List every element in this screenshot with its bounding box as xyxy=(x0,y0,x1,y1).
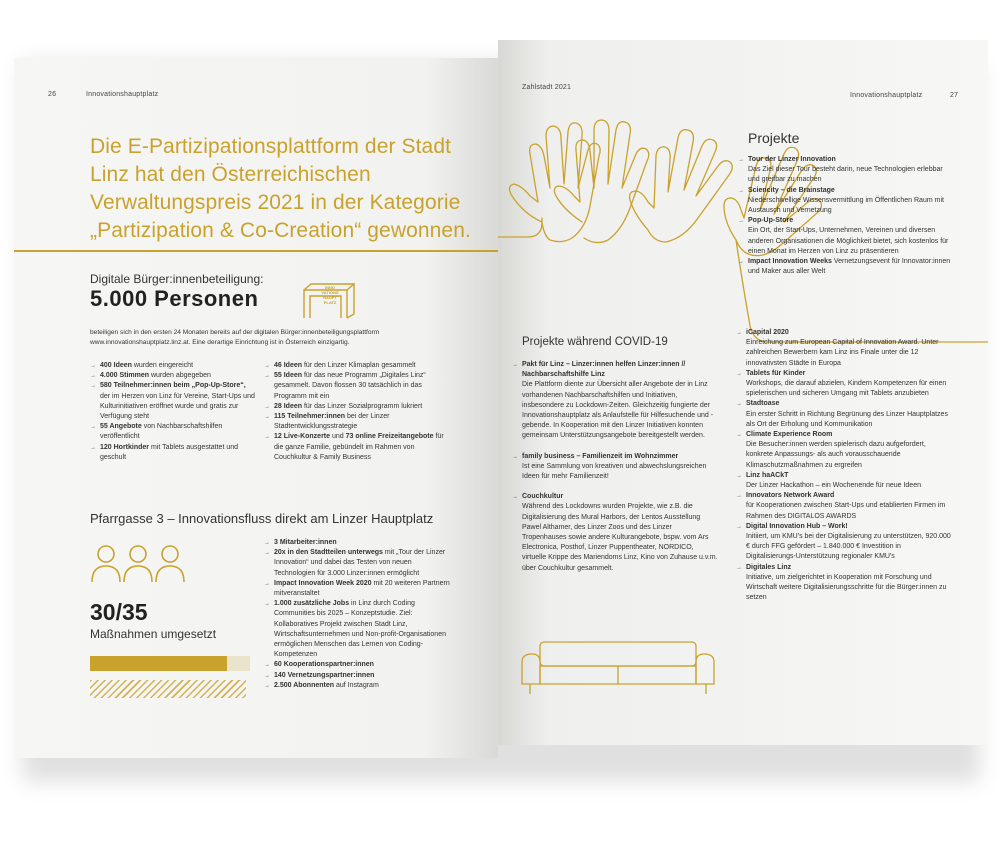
more-projects-list xyxy=(736,328,952,603)
list-item: → 580 Teilnehmer:innen beim „Pop-Up-Store“, der im Herzen von Linz für Vereine, Start-Ups und Kulturinitiativen eröffnet wurde und gratis zur Verfügung steht xyxy=(90,381,256,422)
ratio-value: 30/35 xyxy=(90,599,148,625)
list-item: → Sciencity – die Brainstage Niederschwellige Wissensvermittlung im Öffentlichen Raum mit Austausch und Vernetzung xyxy=(738,186,952,217)
pfarrgasse-list xyxy=(264,538,450,691)
header-right-left: Zahlstadt 2021 xyxy=(522,84,572,91)
list-item: → Digital Innovation Hub – Work! Initiiert, um KMU's bei der Digitalisierung zu unterstützen, 920.000 € durch FFG gefördert – 1.840.000 € Investition in Digitalisierungs-Unterstützung regionaler KMU's xyxy=(736,522,952,563)
list-item: → 55 Angebote von Nachbarschaftshilfen veröffentlicht xyxy=(90,422,256,442)
page-number-left: 26 xyxy=(48,91,57,98)
progress-bar xyxy=(90,656,250,671)
covid-title: Projekte während COVID-19 xyxy=(522,336,668,348)
list-item: → 20x in den Stadtteilen unterwegs mit „Tour der Linzer Innovation“ und dabei das Testen von neuen Technologien für 3.000 Linzer:innen ermöglicht xyxy=(264,548,450,579)
logo-innovationshauptplatz: INNO VATIONS HAUPT PLATZ xyxy=(301,276,357,320)
list-item: → Climate Experience Room Die Besucher:innen werden spielerisch dazu aufgefordert, konkrete Anpassungs- als auch vorausschauende Klimaschutzmaßnahmen zu ergreifen xyxy=(736,430,952,471)
list-item: → Digitales Linz Initiative, um zielgerichtet in Kooperation mit Forschung und Wirtschaft weitere Digitalisierungsschritte für die Bürger:innen zu setzen xyxy=(736,563,952,604)
header-left: Innovationshauptplatz xyxy=(86,91,159,98)
list-item: → 55 Ideen für das neue Programm „Digitales Linz“ gesammelt. Davon flossen 30 tatsächlich in das Programm mit ein xyxy=(264,371,450,402)
right-page xyxy=(498,40,988,745)
list-item: → 1.000 zusätzliche Jobs in Linz durch Coding Communities bis 2025 – Konzeptstudie. Ziel: Kollaboratives Projekt zwischen Stadt Linz, Wirtschaftsunternehmen und Non-profit-Organisationen ermöglichen Menschen das Lernen von Coding-Kompetenzen xyxy=(264,599,450,660)
list-item: → 115 Teilnehmer:innen bei der Linzer Stadtentwicklungsstrategie xyxy=(264,412,450,432)
couch-illustration xyxy=(518,638,718,700)
list-item: → 3 Mitarbeiter:innen xyxy=(264,538,450,548)
stats-list-a xyxy=(90,361,256,463)
progress-fill xyxy=(90,656,227,671)
list-item: → Linz haACkT Der Linzer Hackathon – ein Wochenende für neue Ideen xyxy=(736,471,952,491)
participation-subtitle: Digitale Bürger:innenbeteiligung: xyxy=(90,272,264,286)
list-item: → Couchkultur Während des Lockdowns wurden Projekte, wie z.B. die Digitalisierung des Mural Harbors, der Lentos Ausstellung Pawel Althamer, des Linzer Zoos und des Linzer Tropenhauses sowie andere Kulturangebote, bspw. vom Ars Electronica, Posthof, Linzer Puppentheater, NORDICO, virtuelle Krippe des Mariendoms Linz, Kino von Zuhause u.v.m. über Couchkultur gesammelt. xyxy=(512,492,718,574)
list-item: → Impact Innovation Weeks Vernetzungsevent für Innovator:innen und Maker aus aller Welt xyxy=(738,257,952,277)
participation-big-number: 5.000 Personen xyxy=(90,286,259,311)
list-item: → Impact Innovation Week 2020 mit 20 weiteren Partnern mitveranstaltet xyxy=(264,579,450,599)
list-item: → 28 Ideen für das Linzer Sozialprogramm lukriert xyxy=(264,402,450,412)
pfarrgasse-title: Pfarrgasse 3 – Innovationsfluss direkt am Linzer Hauptplatz xyxy=(90,511,434,526)
list-item: → Innovators Network Award für Kooperationen zwischen Start-Ups und etablierten Firmen im Rahmen des DIGITALOS AWARDS xyxy=(736,491,952,522)
list-item: → 4.000 Stimmen wurden abgegeben xyxy=(90,371,256,381)
list-item: → Stadtoase Ein erster Schritt in Richtung Begrünung des Linzer Hauptplatzes als Ort der Erholung und Kommunikation xyxy=(736,399,952,430)
list-item: → Tablets für Kinder Workshops, die darauf abzielen, Kindern Kompetenzen für einen spielerischen und sicheren Umgang mit Tablets anzubieten xyxy=(736,369,952,400)
list-item: → Tour der Linzer Innovation Das Ziel dieser Tour besteht darin, neue Technologien erlebbar und greifbar zu machen xyxy=(738,155,952,186)
participation-description: beteiligen sich in den ersten 24 Monaten bereits auf der digitalen Bürger:innenbeteiligungsplattform www.innovationshauptplatz.linz.at. Eine derartige Einrichtung ist in Österreich einzigartig. xyxy=(90,329,380,347)
page-number-right: 27 xyxy=(950,92,959,99)
ratio-label: Maßnahmen umgesetzt xyxy=(90,627,217,641)
covid-list xyxy=(512,360,718,574)
list-item: → Pakt für Linz – Linzer:innen helfen Linzer:innen // Nachbarschaftshilfe Linz Die Plattform diente zur Übersicht aller Angebote der in Linz vorhandenen Nachbarschaftshilfen und Initiativen, insbesondere zu Lockdown-Zeiten. Gleichzeitig fungierte der Innovationshauptplatz als Anlaufstelle für Hilfesuchende und -gebende. In Kooperation mit den Linzer Initiativen konnten gemeinsam Unterstützungsangebote bereitgestellt werden. xyxy=(512,360,718,442)
list-item: → 60 Kooperationspartner:innen xyxy=(264,660,450,670)
list-item: → family business – Familienzeit im Wohnzimmer Ist eine Sammlung von kreativen und abwechslungsreichen Ideen für mehr Familienzeit! xyxy=(512,452,718,483)
headline: Die E-Partizipationsplattform der Stadt Linz hat den Österreichischen Verwaltungspreis 2021 in der Kategorie „Partizipation & Co-Creation“ gewonnen. xyxy=(90,135,471,242)
projekte-title: Projekte xyxy=(748,130,800,146)
header-right: Innovationshauptplatz xyxy=(850,92,923,99)
list-item: → 120 Hortkinder mit Tablets ausgestattet und geschult xyxy=(90,443,256,463)
people-icon xyxy=(90,544,186,590)
stats-list-b xyxy=(264,361,450,463)
list-item: → 12 Live-Konzerte und 73 online Freizeitangebote für die ganze Familie, gebündelt im Rahmen von Couchkultur & Family Business xyxy=(264,432,450,463)
list-item: → 140 Vernetzungspartner:innen xyxy=(264,671,450,681)
left-page xyxy=(14,58,498,758)
list-item: → iCapital 2020 Einreichung zum European Capital of Innovation Award. Unter zahlreichen Bewerbern kam Linz ins Finale unter die 12 innovativsten Städte in Europa xyxy=(736,328,952,369)
gold-divider xyxy=(14,250,498,252)
list-item: → 400 Ideen wurden eingereicht xyxy=(90,361,256,371)
projekte-list xyxy=(738,155,952,277)
list-item: → Pop-Up-Store Ein Ort, der Start-Ups, Unternehmen, Vereinen und diversen anderen Organisationen die Möglichkeit bietet, sich kostenlos für einen Monat im Herzen von Linz zu präsentieren xyxy=(738,216,952,257)
hatch-decoration xyxy=(90,680,246,698)
list-item: → 46 Ideen für den Linzer Klimaplan gesammelt xyxy=(264,361,450,371)
list-item: → 2.500 Abonnenten auf Instagram xyxy=(264,681,450,691)
